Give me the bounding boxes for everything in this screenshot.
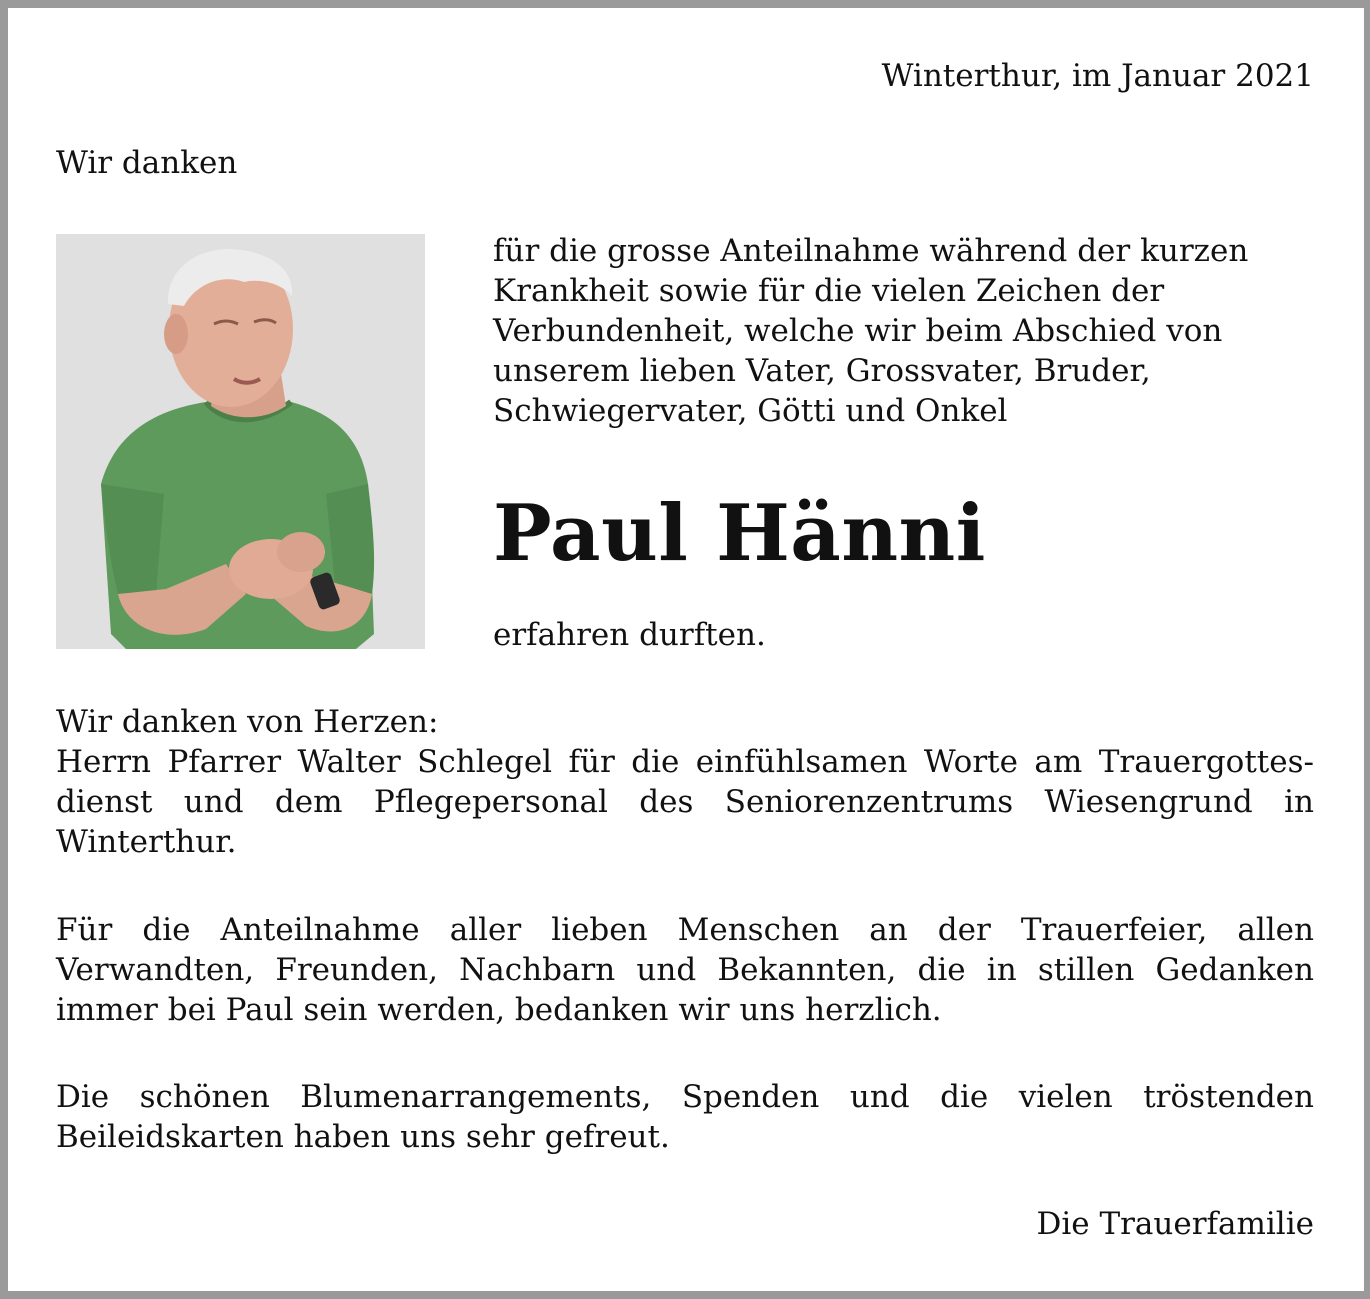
portrait-photo-icon (56, 234, 425, 649)
place-date: Winterthur, im Januar 2021 (881, 58, 1314, 94)
body-paragraph-1: Herrn Pfarrer Walter Schlegel für die einfühlsamen Worte am Trauergottes-dienst und dem Pflegepersonal des Seniorenzentrums Wiesengrund in Winterthur. (56, 744, 1314, 860)
body-heading: Wir danken von Herzen: (56, 704, 439, 740)
thanks-line: Krankheit sowie für die vielen Zeichen der (493, 273, 1165, 309)
thanks-text (493, 231, 1248, 431)
thanks-line: unserem lieben Vater, Grossvater, Bruder, (493, 353, 1151, 389)
thanks-line: Verbundenheit, welche wir beim Abschied von (493, 313, 1223, 349)
thanks-line: Schwiegervater, Götti und Onkel (493, 393, 1008, 429)
after-name-text: erfahren durften. (493, 617, 766, 653)
intro-label: Wir danken (56, 145, 238, 181)
body-paragraph-2: Für die Anteilnahme aller lieben Menschen an der Trauerfeier, allen Verwandten, Freunden, Nachbarn und Bekannten, die in stillen Gedanken immer bei Paul sein werden, bedanken wir uns herzlich. (56, 912, 1314, 1028)
signature: Die Trauerfamilie (1036, 1206, 1314, 1242)
deceased-name: Paul Hänni (493, 488, 986, 579)
thanks-line: für die grosse Anteilnahme während der kurzen (493, 233, 1249, 269)
body-paragraph-3: Die schönen Blumenarrangements, Spenden und die vielen tröstenden Beileidskarten haben uns sehr gefreut. (56, 1079, 1314, 1155)
